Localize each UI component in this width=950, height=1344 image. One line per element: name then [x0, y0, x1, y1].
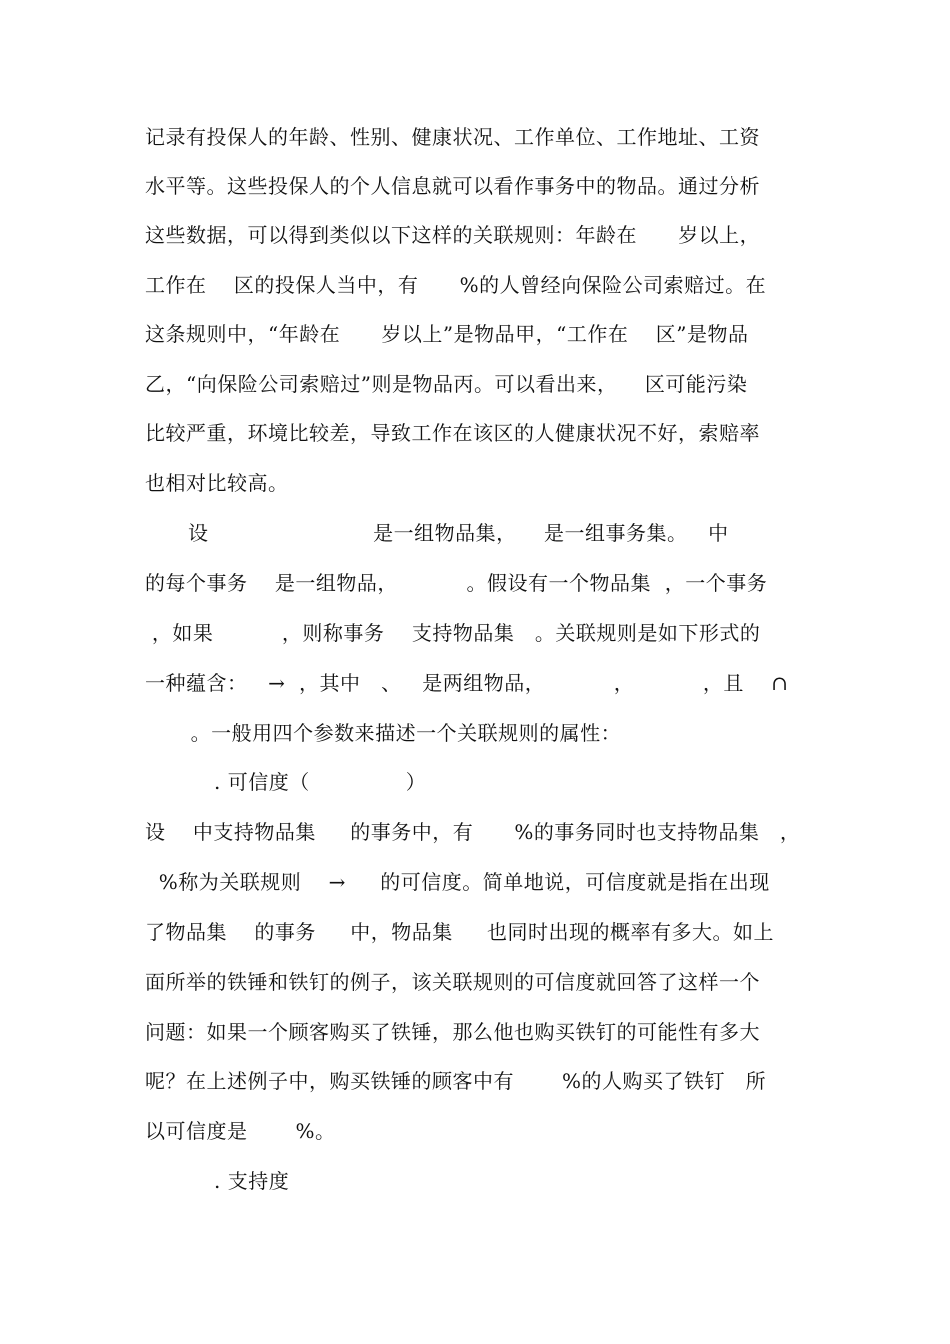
text-line-4: 工作在 区的投保人当中，有 %的人曾经向保险公司索赔过。在: [145, 273, 767, 297]
text-line-16: %称为关联规则 → 的可信度。简单地说，可信度就是指在出现: [145, 870, 770, 894]
text-line-19: 问题：如果一个顾客购买了铁锤，那么他也购买铁钉的可能性有多大: [145, 1020, 760, 1044]
text-line-2: 水平等。这些投保人的个人信息就可以看作事务中的物品。通过分析: [145, 174, 760, 198]
text-line-7: 比较严重，环境比较差，导致工作在该区的人健康状况不好，索赔率: [145, 421, 760, 445]
text-line-10: 的每个事务 是一组物品， 。假设有一个物品集 ，一个事务: [145, 571, 768, 595]
text-line-13: 。一般用四个参数来描述一个关联规则的属性：: [170, 721, 622, 745]
text-line-1: 记录有投保人的年龄、性别、健康状况、工作单位、工作地址、工资: [145, 125, 760, 149]
text-line-20: 呢？在上述例子中，购买铁锤的顾客中有 %的人购买了铁钉 所: [145, 1069, 767, 1093]
text-line-12: 一种蕴含： → ，其中 、 是两组物品， ， ，且 ∩: [145, 671, 789, 695]
section-heading-confidence: . 可信度（ ）: [214, 770, 427, 794]
text-line-21: 以可信度是 %。: [145, 1119, 336, 1143]
text-line-15: 设 中支持物品集 的事务中，有 %的事务同时也支持物品集 ，: [145, 820, 801, 844]
text-line-18: 面所举的铁锤和铁钉的例子，该关联规则的可信度就回答了这样一个: [145, 970, 760, 994]
section-heading-support: . 支持度: [214, 1169, 290, 1193]
text-line-9: 设 是一组物品集， 是一组事务集。 中: [188, 521, 729, 545]
text-line-5: 这条规则中，“年龄在 岁以上”是物品甲，“工作在 区”是物品: [145, 322, 749, 346]
text-line-6: 乙，“向保险公司索赔过”则是物品丙。可以看出来， 区可能污染: [145, 372, 748, 396]
text-line-11: ，如果 ，则称事务 支持物品集 。关联规则是如下形式的: [145, 621, 761, 645]
text-line-3: 这些数据，可以得到类似以下这样的关联规则：年龄在 岁以上，: [145, 223, 761, 247]
text-line-8: 也相对比较高。: [145, 471, 289, 495]
text-line-17: 了物品集 的事务 中，物品集 也同时出现的概率有多大。如上: [145, 920, 775, 944]
